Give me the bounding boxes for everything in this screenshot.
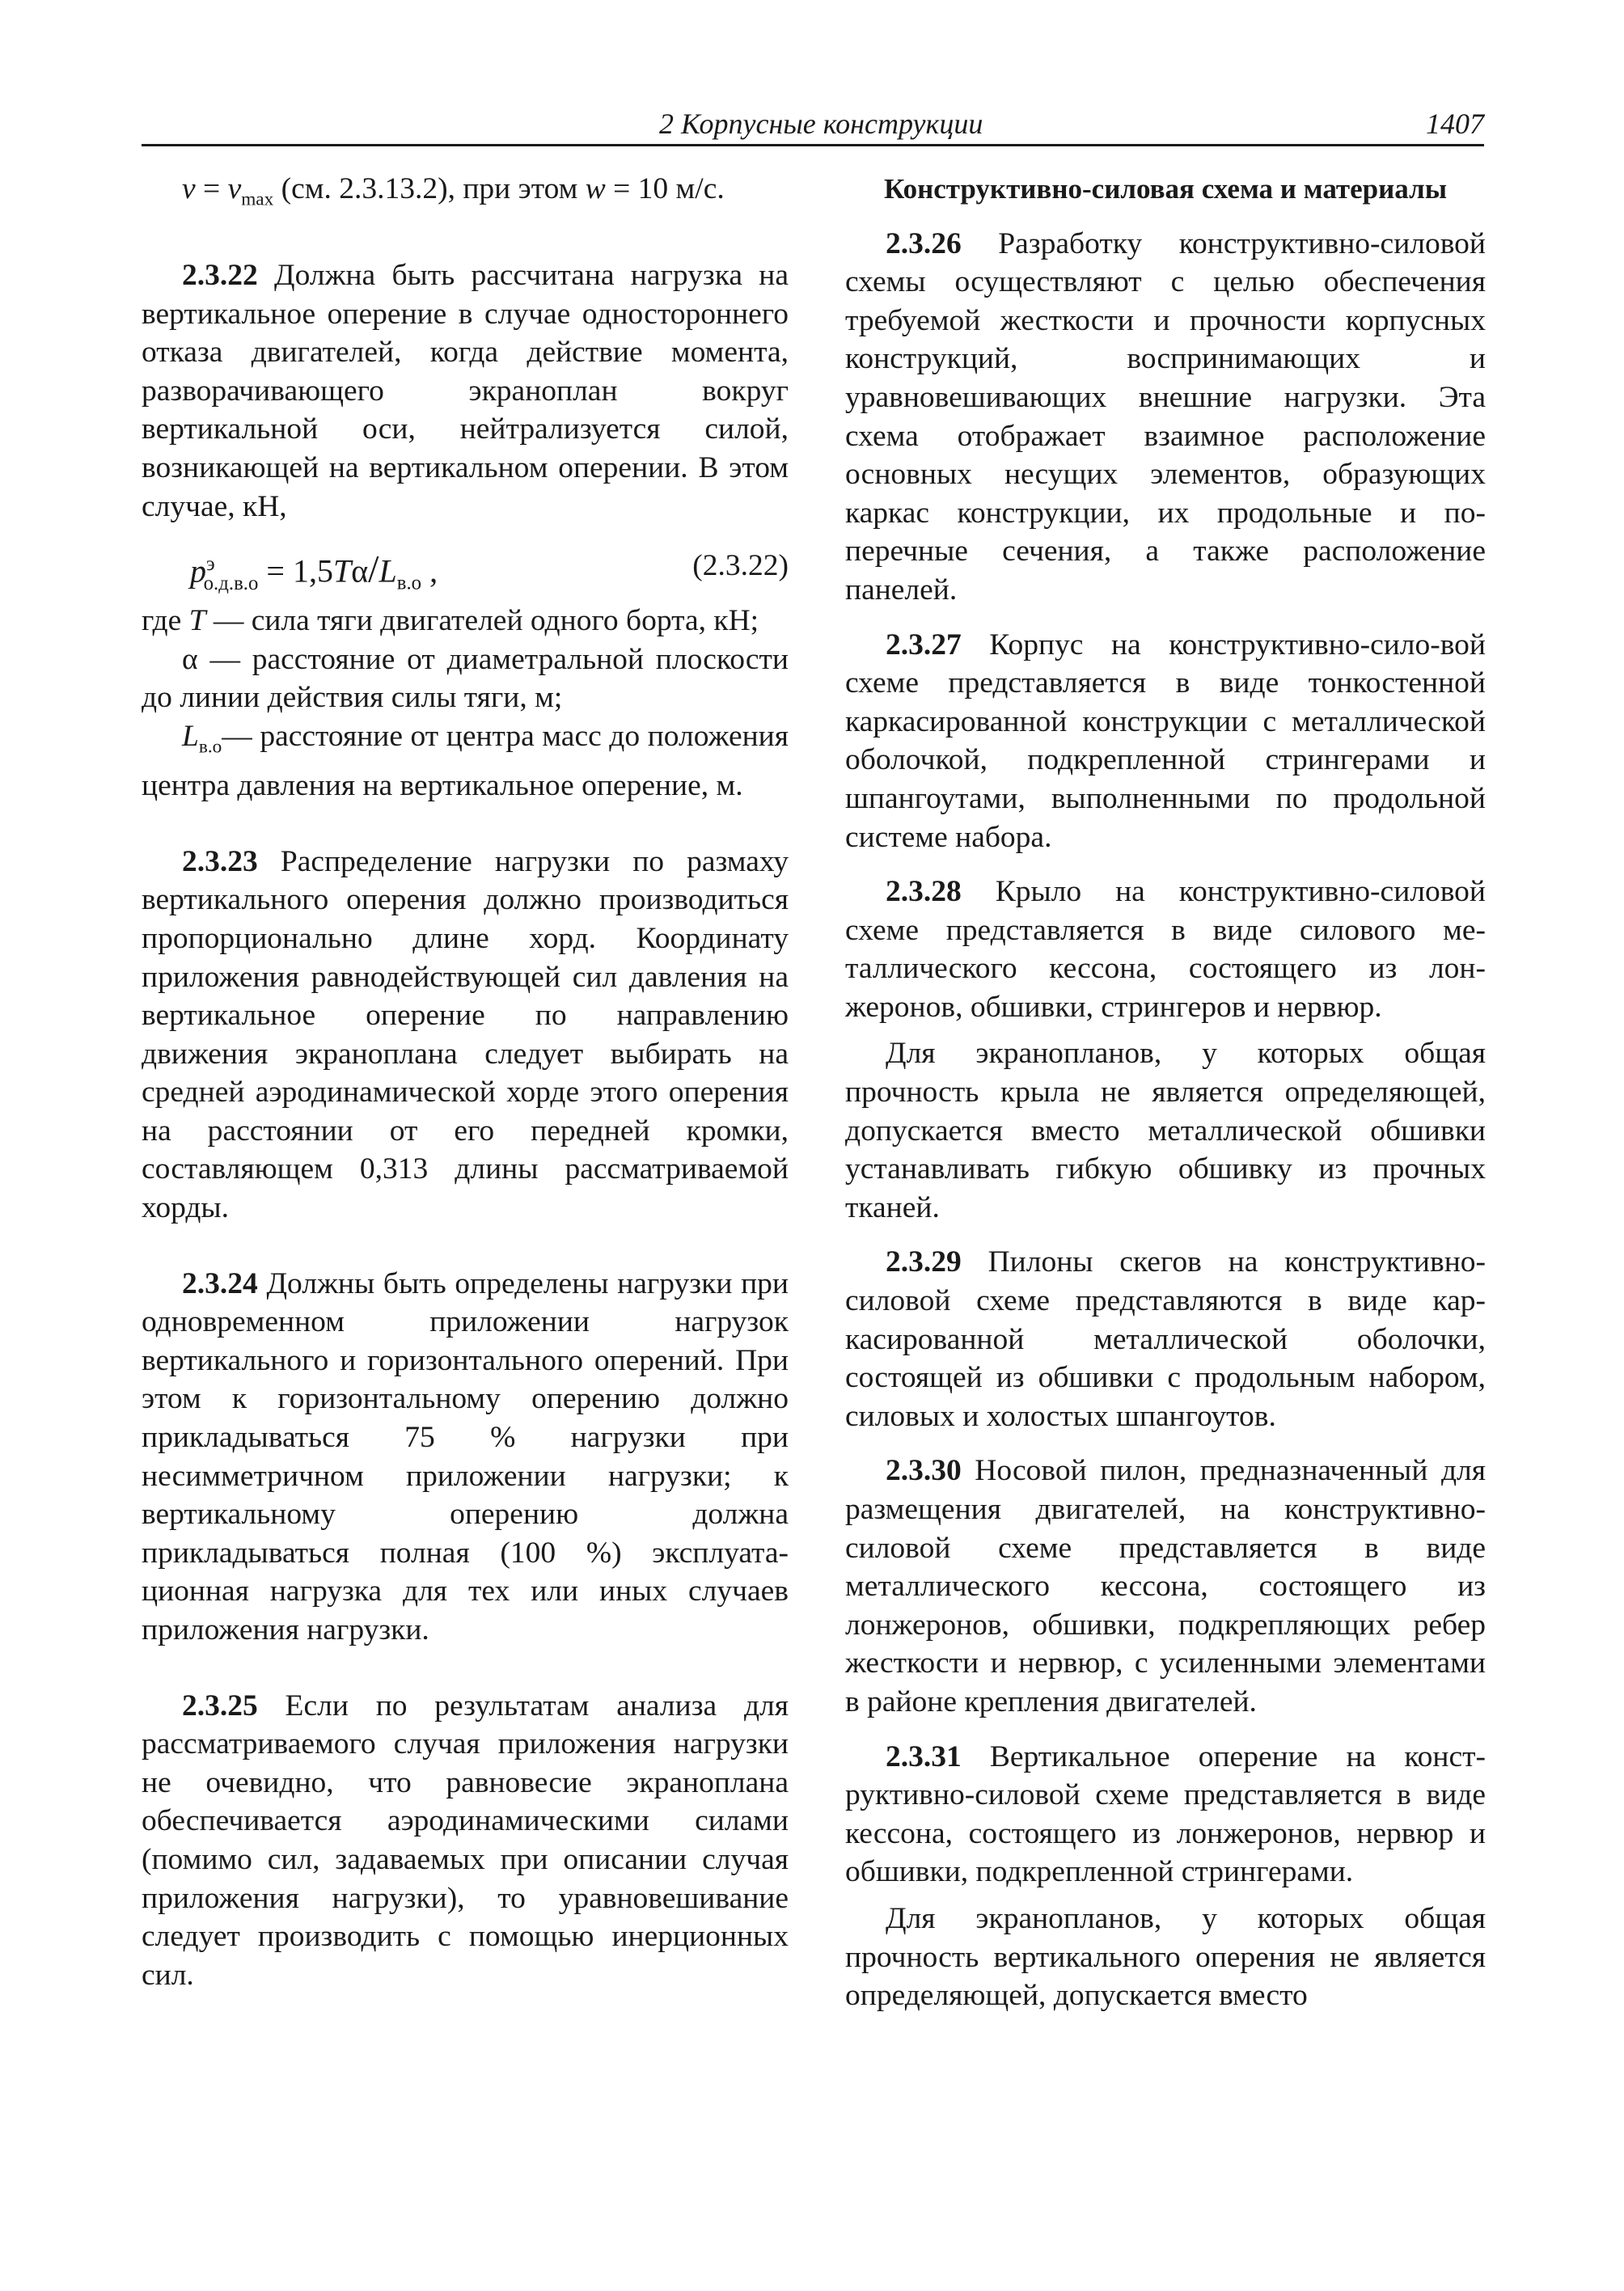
paragraph-2-3-25: 2.3.25 Если по результатам анализа для рассматриваемого случая приложения нагрузки не очевидно, что равновесие экраноплана обеспечивается аэродинамическими силами (помимо сил, задаваемых при описании случая приложения нагрузки), то уравновешивание следует производить с помощью инерционных сил. — [142, 1689, 789, 1992]
paragraph-2-3-27: 2.3.27 Корпус на конструктивно-сило-вой схеме представляется в виде тонкостенной каркасированной конструкции с металлической оболочкой, подкрепленной стрингерами и шпангоутами, выполненными по продольной системе набора. — [845, 628, 1486, 854]
paragraph-2-3-23: 2.3.23 Распределение нагрузки по размаху вертикального оперения должно производиться пропорционально длине хорд. Координату приложения равнодействующей сил давления на вертикальное оперение по направлению движения экраноплана следует выбирать на средней аэродинамической хорде этого оперения на расстоянии от его передней кромки, составляющем 0,313 длины рассматриваемой хорды. — [142, 844, 789, 1225]
formula-number: (2.3.22) — [692, 549, 789, 583]
paragraph-2-3-30: 2.3.30 Носовой пилон, предназначенный для размещения двигателей, на конструктивно-силовой схеме представляется в виде металлического кессона, состоящего из лонжеронов, обшивки, подкрепляющих ребер жесткости и нервюр, с усиленными элементами в районе крепления двигателей. — [845, 1454, 1486, 1718]
paragraph-2-3-31: 2.3.31 Вертикальное оперение на конструктивно-силовой схеме представляется в виде кессона, состоящего из лонжеронов, нервюр и обшивки, подкрепленной стрингерами. — [845, 1739, 1486, 1889]
page-number: 1407 — [1426, 108, 1484, 140]
formula-2-3-22 — [142, 540, 789, 597]
where-T-definition: где T — сила тяги двигателей одного борта, кН; — [142, 604, 759, 638]
section-title: Конструктивно-силовая схема и материалы — [883, 173, 1448, 205]
paragraph-2-3-31-continued: Для экранопланов, у которых общая прочность вертикального оперения не является определяющей, допускается вместо — [845, 1901, 1486, 2013]
page-header — [142, 105, 1484, 146]
running-title: 2 Корпусные конструкции — [659, 108, 983, 140]
first-line: $v = v_{max}$ (см. 2.3.13.2), при этом w = 10 м/с. — [182, 172, 725, 210]
paragraph-2-3-22: 2.3.22 Должна быть рассчитана нагрузка на вертикальное оперение в случае одностороннего отказа двигателей, когда действие момента, разворачивающего экраноплан вокруг вертикальной оси, нейтрализуется силой, возникающей на вертикальном оперении. В этом случае, кН, — [142, 259, 789, 523]
L-definition: $L_{в.о}—$ расстояние от центра масс до положения центра давления на вертикальное оперение, м. — [142, 720, 789, 803]
paragraph-2-3-24: 2.3.24 Должны быть определены нагрузки при одновременном приложении нагрузок вертикального и горизонтального оперений. При этом к горизонтальному оперению должно прикладываться 75 % нагрузки при несимметричном приложении нагрузки; к вертикальному оперению должна прикладываться полная (100 %) эксплуатационная нагрузка для тех или иных случаев приложения нагрузки. — [142, 1266, 789, 1646]
formula-expression: $p^э_{о.д.в.о} = 1,5T\alpha/L_{в.о}$ , — [190, 547, 438, 594]
paragraph-2-3-28-continued: Для экранопланов, у которых общая прочность крыла не является определяющей, допускается вместо металлической обшивки устанавливать гибкую обшивку из прочных тканей. — [845, 1037, 1486, 1224]
alpha-definition: α — расстояние от диаметральной плоскости до линии действия силы тяги, м; — [142, 642, 789, 715]
left-column — [142, 170, 789, 1994]
paragraph-2-3-29: 2.3.29 Пилоны скегов на конструктивно-силовой схеме представляются в виде каркасированной металлической оболочки, состоящей из обшивки с продольным набором, силовых и холостых шпангоутов. — [845, 1245, 1486, 1433]
paragraph-2-3-26: 2.3.26 Разработку конструктивно-силовой схемы осуществляют с целью обеспечения требуемой жесткости и прочности корпусных конструкций, воспринимающих и уравновешивающих внешние нагрузки. Эта схема отображает взаимное расположение основных несущих элементов, образующих каркас конструкции, их продольные и поперечные сечения, а также расположение панелей. — [845, 226, 1486, 607]
paragraph-2-3-28: 2.3.28 Крыло на конструктивно-силовой схеме представляется в виде силового металлического кессона, состоящего из лонжеронов, обшивки, стрингеров и нервюр. — [845, 875, 1486, 1024]
right-column — [845, 170, 1486, 2015]
